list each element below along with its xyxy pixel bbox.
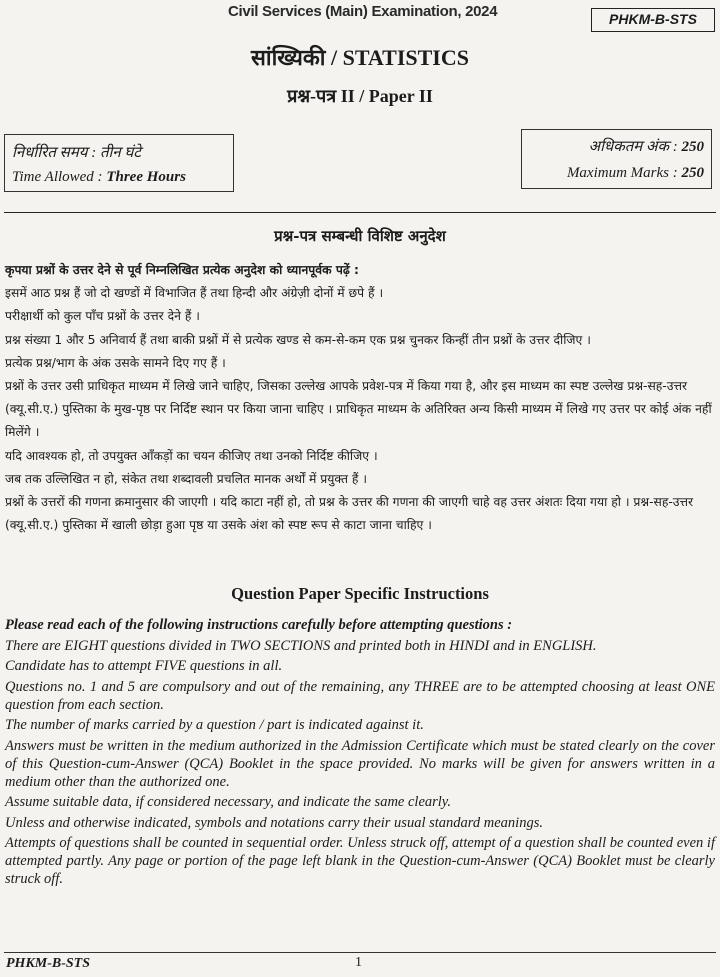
english-instruction-item: Attempts of questions shall be counted in sequential order. Unless struck off, attempt of a question shall be counted even if attempted partly. Any page or portion of the page left blank in the Question-cum-Answer (QCA) Booklet must be clearly struck off. [5,835,715,887]
english-instruction-item: Unless and otherwise indicated, symbols and notations carry their usual standard meanings. [5,814,543,831]
hindi-instruction-item: प्रश्नों के उत्तरों की गणना क्रमानुसार की जाएगी । यदि काटा नहीं हो, तो प्रश्न के उत्तर की गणना की जाएगी चाहे वह उत्तर अंशतः दिया गया हो । प्रश्न-सह-उत्तर (क्यू.सी.ए.) पुस्तिका में खाली छोड़ा हुआ पृष्ठ या उसके अंश को स्पष्ट रूप से काटा जाना चाहिए । [5,495,694,533]
exam-title: Civil Services (Main) Examination, 2024 [228,3,498,20]
hindi-instruction-item: प्रश्नों के उत्तर उसी प्राधिकृत माध्यम में लिखे जाने चाहिए, जिसका उल्लेख आपके प्रवेश-पत्र में किया गया है, और इस माध्यम का स्पष्ट उल्लेख प्रश्न-सह-उत्तर (क्यू.सी.ए.) पुस्तिका के मुख-पृष्ठ पर निर्दिष्ट स्थान पर किया जाना चाहिए । प्राधिकृत माध्यम के अतिरिक्त अन्य किसी माध्यम में लिखे गए उत्तर पर कोई अंक नहीं मिलेंगे । [5,379,712,440]
max-marks-english-value: 250 [681,165,704,181]
hindi-instruction-item: इसमें आठ प्रश्न हैं जो दो खण्डों में विभाजित हैं तथा हिन्दी और अंग्रेज़ी दोनों में छपे हैं । [5,286,384,301]
header-divider [4,212,716,213]
english-instruction-item: Assume suitable data, if considered necessary, and indicate the same clearly. [5,794,452,810]
english-instruction-item: Questions no. 1 and 5 are compulsory and out of the remaining, any THREE are to be attempted choosing at least ONE question from each section. [5,678,715,713]
english-instructions [5,616,715,891]
footer-paper-code: PHKM-B-STS [6,956,91,971]
hindi-instruction-item: परीक्षार्थी को कुल पाँच प्रश्नों के उत्तर देने हैं । [5,309,200,324]
paper-number: प्रश्न-पत्र II / Paper II [287,86,433,106]
max-marks-english [529,160,704,186]
english-instruction-item: The number of marks carried by a question / part is indicated against it. [5,717,424,733]
hindi-instruction-item: जब तक उल्लिखित न हो, संकेत तथा शब्दावली प्रचलित मानक अर्थों में प्रयुक्त हैं । [5,471,368,486]
time-allowed-english [12,165,226,189]
hindi-instruction-item: प्रश्न संख्या 1 और 5 अनिवार्य हैं तथा बाकी प्रश्नों में से प्रत्येक खण्ड से कम-से-कम एक प्रश्न चुनकर किन्हीं तीन प्रश्नों के उत्तर दीजिए । [5,332,591,347]
time-allowed-label: Time Allowed : [12,169,107,185]
max-marks-hindi-value: 250 [681,139,704,155]
footer-divider [4,952,716,953]
time-allowed-hindi: निर्धारित समय : तीन घंटे [12,145,141,161]
hindi-instruction-item: यदि आवश्यक हो, तो उपयुक्त आँकड़ों का चयन कीजिए तथा उनको निर्दिष्ट कीजिए । [5,448,378,463]
max-marks-hindi [529,134,704,160]
english-instruction-item: Candidate has to attempt FIVE questions in all. [5,658,283,674]
max-marks-hindi-label: अधिकतम अंक : [588,139,682,155]
time-allowed-box [4,134,234,192]
hindi-instructions [5,259,714,537]
hindi-intro: कृपया प्रश्नों के उत्तर देने से पूर्व निम्नलिखित प्रत्येक अनुदेश को ध्यानपूर्वक पढ़ें : [5,263,359,277]
max-marks-english-label: Maximum Marks : [566,165,682,181]
maximum-marks-box [521,129,712,189]
subject-title: सांख्यिकी / STATISTICS [251,45,469,70]
time-allowed-value: Three Hours [106,169,186,185]
hindi-instructions-heading: प्रश्न-पत्र सम्बन्धी विशिष्ट अनुदेश [274,227,446,245]
english-instruction-item: There are EIGHT questions divided in TWO SECTIONS and printed both in HINDI and in ENGLISH. [5,637,597,654]
hindi-instruction-item: प्रत्येक प्रश्न/भाग के अंक उसके सामने दिए गए हैं । [5,355,226,370]
english-intro: Please read each of the following instructions carefully before attempting questions : [5,617,513,633]
english-instruction-item: Answers must be written in the medium authorized in the Admission Certificate which must be stated clearly on the cover of this Question-cum-Answer (QCA) Booklet in the space provided. No marks will be given for answers written in a medium other than the authorized one. [5,737,715,790]
paper-code-box: PHKM-B-STS [591,8,715,32]
english-instructions-heading: Question Paper Specific Instructions [231,584,489,603]
page-number: 1 [355,955,362,970]
